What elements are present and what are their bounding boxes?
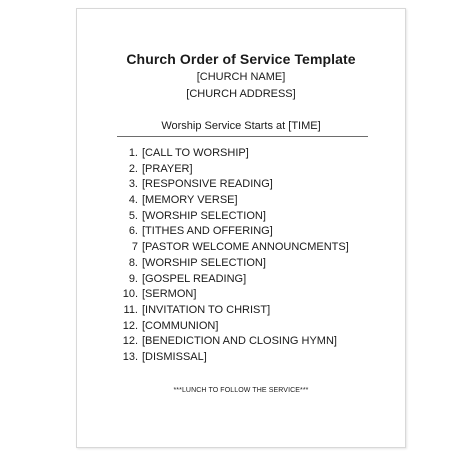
list-item: [117, 303, 377, 319]
list-item-label: [PRAYER]: [142, 162, 193, 175]
list-item: [117, 162, 377, 178]
list-item-number: 4.: [128, 194, 138, 207]
list-item: [117, 319, 377, 335]
list-item-number: 12.: [122, 335, 138, 348]
list-item: [117, 272, 377, 288]
list-item-number: 13.: [122, 350, 138, 363]
list-item-label: [CALL TO WORSHIP]: [142, 147, 249, 159]
list-item-label: [WORSHIP SELECTION]: [142, 256, 266, 269]
list-item-number: 11.: [123, 303, 138, 316]
list-item-label: [SERMON]: [142, 288, 197, 301]
list-item-label: [TITHES AND OFFERING]: [142, 225, 273, 238]
list-item-label: [DISMISSAL]: [142, 350, 207, 363]
list-item-number: 12.: [122, 319, 138, 332]
list-item-label: [RESPONSIVE READING]: [142, 178, 273, 191]
list-item-label: [BENEDICTION AND CLOSING HYMN]: [142, 335, 337, 348]
list-item-label: [PASTOR WELCOME ANNOUNCMENTS]: [142, 241, 349, 254]
list-item-number: 9.: [128, 272, 138, 285]
list-item-label: [WORSHIP SELECTION]: [142, 209, 266, 222]
list-item-label: [GOSPEL READING]: [142, 272, 247, 285]
list-item: [117, 224, 377, 240]
list-item-number: 5.: [128, 209, 138, 222]
divider-line: [117, 136, 368, 137]
service-start-time: Worship Service Starts at [TIME]: [161, 120, 321, 132]
list-item-number: 10.: [122, 288, 138, 301]
list-item-number: 7: [131, 241, 138, 254]
list-item: [117, 256, 377, 272]
list-item-number: 3.: [128, 178, 138, 191]
list-item: [117, 209, 377, 225]
list-item: [117, 350, 377, 366]
list-item: [117, 177, 377, 193]
document-title: Church Order of Service Template: [126, 51, 356, 67]
document-page: [76, 8, 406, 448]
list-item-number: 8.: [128, 256, 138, 269]
list-item-number: 1.: [128, 147, 138, 159]
list-item-label: [MEMORY VERSE]: [142, 194, 238, 207]
list-item-number: 6.: [128, 225, 138, 238]
list-item: [117, 334, 377, 350]
list-item: [117, 240, 377, 256]
church-address: [CHURCH ADDRESS]: [186, 88, 296, 100]
footer-note: ***LUNCH TO FOLLOW THE SERVICE***: [173, 387, 309, 394]
list-item-label: [INVITATION TO CHRIST]: [142, 303, 271, 316]
list-item: [117, 287, 377, 303]
order-of-service-list: [117, 146, 377, 366]
list-item: [117, 146, 377, 162]
list-item: [117, 193, 377, 209]
list-item-label: [COMMUNION]: [142, 319, 219, 332]
list-item-number: 2.: [128, 162, 138, 175]
church-name: [CHURCH NAME]: [196, 71, 286, 83]
